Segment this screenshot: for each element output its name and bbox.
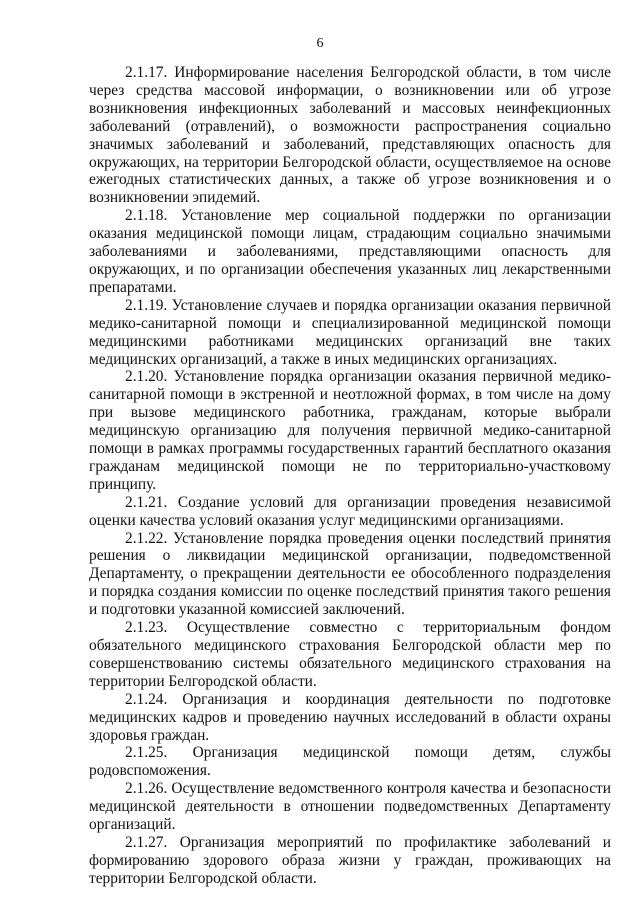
paragraph-2-1-17: 2.1.17. Информирование населения Белгородской области, в том числе через средства массовой информации, о возникновении или об угрозе возникновения инфекционных заболеваний и массовых неинфекционных заболеваний (отравлений), о возможности распространения социально значимых заболеваний и заболеваний, представляющих опасность для окружающих, на территории Белгородской области, осуществляемое на основе ежегодных статистических данных, а также об угрозе возникновения и о возникновении эпидемий. <box>89 64 611 207</box>
paragraph-2-1-19: 2.1.19. Установление случаев и порядка организации оказания первичной медико-санитарной помощи и специализированной медицинской помощи медицинскими работниками медицинских организаций вне таких медицинских организаций, а также в иных медицинских организациях. <box>89 296 611 368</box>
document-body <box>89 64 611 888</box>
page-number: 6 <box>316 36 324 51</box>
paragraph-2-1-25: 2.1.25. Организация медицинской помощи детям, службы родовспоможения. <box>89 744 611 780</box>
paragraph-2-1-27: 2.1.27. Организация мероприятий по профилактике заболеваний и формированию здорового образа жизни у граждан, проживающих на территории Белгородской области. <box>89 833 611 887</box>
paragraph-2-1-20: 2.1.20. Установление порядка организации оказания первичной медико-санитарной помощи в экстренной и неотложной формах, в том числе на дому при вызове медицинского работника, гражданам, которые выбрали медицинскую организацию для получения первичной медико-санитарной помощи в рамках программы государственных гарантий бесплатного оказания гражданам медицинской помощи не по территориально-участковому принципу. <box>89 368 611 493</box>
paragraph-2-1-18: 2.1.18. Установление мер социальной поддержки по организации оказания медицинской помощи лицам, страдающим социально значимыми заболеваниями и заболеваниями, представляющими опасность для окружающих, и по организации обеспечения указанных лиц лекарственными препаратами. <box>89 207 611 296</box>
paragraph-2-1-23: 2.1.23. Осуществление совместно с территориальным фондом обязательного медицинского страхования Белгородской области мер по совершенствованию системы обязательного медицинского страхования на территории Белгородской области. <box>89 619 611 690</box>
paragraph-2-1-21: 2.1.21. Создание условий для организации проведения независимой оценки качества условий оказания услуг медицинскими организациями. <box>89 493 611 529</box>
paragraph-2-1-24: 2.1.24. Организация и координация деятельности по подготовке медицинских кадров и проведению научных исследований в области охраны здоровья граждан. <box>89 690 611 744</box>
paragraph-2-1-22: 2.1.22. Установление порядка проведения оценки последствий принятия решения о ликвидации медицинской организации, подведомственной Департаменту, о прекращении деятельности ее обособленного подразделения и порядка создания комиссии по оценке последствий принятия такого решения и подготовки указанной комиссией заключений. <box>89 529 611 619</box>
paragraph-2-1-26: 2.1.26. Осуществление ведомственного контроля качества и безопасности медицинской деятельности в отношении подведомственных Департаменту организаций. <box>89 780 611 834</box>
